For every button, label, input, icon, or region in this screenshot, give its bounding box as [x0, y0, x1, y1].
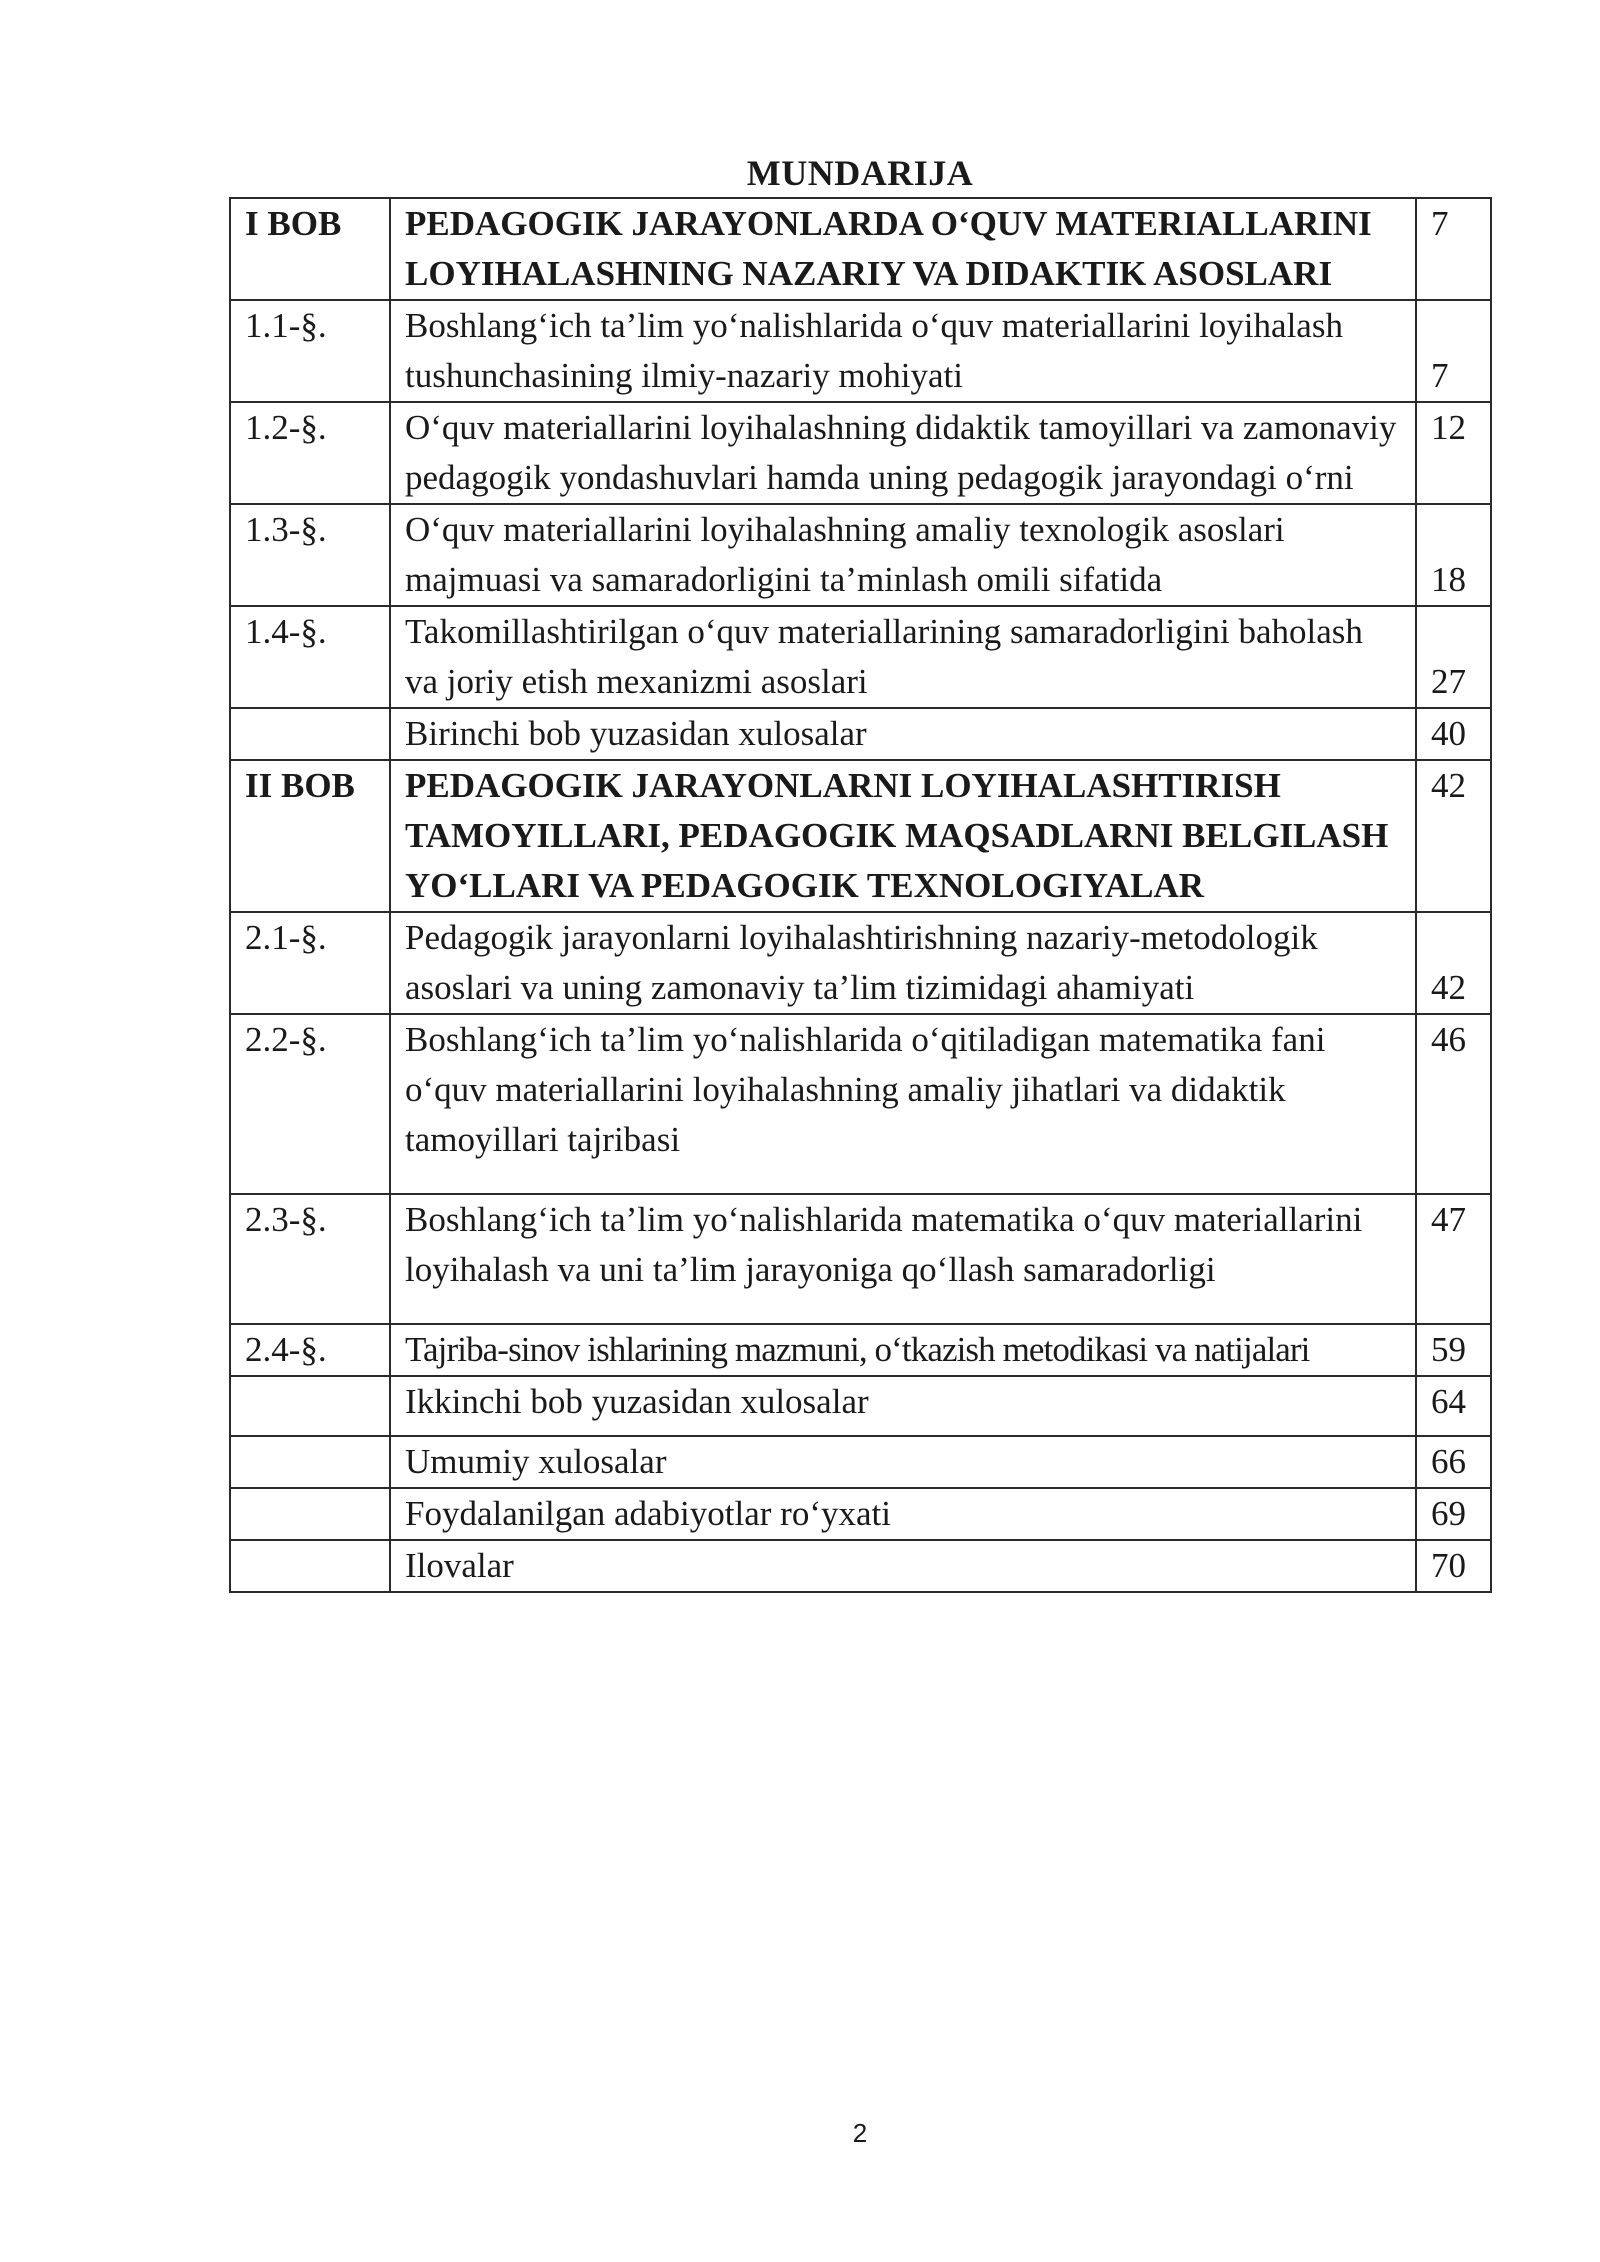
toc-number: 2.3-§. [230, 1194, 390, 1324]
toc-number: 2.2-§. [230, 1014, 390, 1194]
toc-row-section-2-3 [230, 1194, 1491, 1324]
toc-number [230, 1540, 390, 1592]
toc-title: O‘quv materiallarini loyihalashning amaliy texnologik asoslari majmuasi va samaradorligini ta’minlash omili sifatida [390, 504, 1416, 606]
toc-row-section-2-1 [230, 912, 1491, 1014]
toc-title: Takomillashtirilgan o‘quv materiallarining samaradorligini baholash va joriy etish mexanizmi asoslari [390, 606, 1416, 708]
toc-number: 2.1-§. [230, 912, 390, 1014]
toc-row-appendices [230, 1540, 1491, 1592]
toc-number [230, 1376, 390, 1436]
toc-page: 27 [1416, 606, 1491, 708]
toc-row-section-1-2 [230, 402, 1491, 504]
toc-row-general-conclusions [230, 1436, 1491, 1488]
toc-title: Boshlang‘ich ta’lim yo‘nalishlarida o‘quv materiallarini loyihalash tushunchasining ilmiy-nazariy mohiyati [390, 300, 1416, 402]
toc-page: 66 [1416, 1436, 1491, 1488]
toc-row-references [230, 1488, 1491, 1540]
toc-page: 7 [1416, 300, 1491, 402]
toc-title: Umumiy xulosalar [390, 1436, 1416, 1488]
toc-number: 2.4-§. [230, 1324, 390, 1376]
toc-row-section-1-4 [230, 606, 1491, 708]
toc-page: 47 [1416, 1194, 1491, 1324]
toc-title: Pedagogik jarayonlarni loyihalashtirishning nazariy-metodologik asoslari va uning zamonaviy ta’lim tizimidagi ahamiyati [390, 912, 1416, 1014]
page-number: 2 [852, 2118, 868, 2148]
toc-page: 42 [1416, 760, 1491, 912]
page-title: MUNDARIJA [746, 153, 974, 193]
row-spacer [405, 1295, 1401, 1323]
toc-title [390, 1194, 1416, 1324]
toc-page: 7 [1416, 198, 1491, 300]
toc-page: 12 [1416, 402, 1491, 504]
toc-page: 40 [1416, 708, 1491, 760]
toc-number: I BOB [230, 198, 390, 300]
toc-number: 1.2-§. [230, 402, 390, 504]
toc-page: 59 [1416, 1324, 1491, 1376]
toc-row-section-2-4 [230, 1324, 1491, 1376]
toc-number: II BOB [230, 760, 390, 912]
toc-title-text: Boshlang‘ich ta’lim yo‘nalishlarida matematika o‘quv materiallarini loyihalash va uni ta’lim jarayoniga qo‘llash samaradorligi [405, 1200, 1363, 1289]
toc-page: 70 [1416, 1540, 1491, 1592]
toc-number: 1.4-§. [230, 606, 390, 708]
toc-title: Ikkinchi bob yuzasidan xulosalar [390, 1376, 1416, 1436]
toc-row-section-1-3 [230, 504, 1491, 606]
toc-title: O‘quv materiallarini loyihalashning didaktik tamoyillari va zamonaviy pedagogik yondashuvlari hamda uning pedagogik jarayondagi o‘rni [390, 402, 1416, 504]
toc-title: Birinchi bob yuzasidan xulosalar [390, 708, 1416, 760]
toc-title: PEDAGOGIK JARAYONLARNI LOYIHALASHTIRISH TAMOYILLARI, PEDAGOGIK MAQSADLARNI BELGILASH YO‘LLARI VA PEDAGOGIK TEXNOLOGIYALAR [390, 760, 1416, 912]
toc-page: 18 [1416, 504, 1491, 606]
toc-page: 42 [1416, 912, 1491, 1014]
toc-row-section-2-2 [230, 1014, 1491, 1194]
toc-number: 1.1-§. [230, 300, 390, 402]
row-spacer [405, 1165, 1401, 1193]
toc-number [230, 708, 390, 760]
table-of-contents [229, 197, 1492, 1593]
toc-title [390, 1014, 1416, 1194]
toc-title: Ilovalar [390, 1540, 1416, 1592]
toc-title-text: Boshlang‘ich ta’lim yo‘nalishlarida o‘qitiladigan matematika fani o‘quv materiallarini loyihalashning amaliy jihatlari va didaktik tamoyillari tajribasi [405, 1020, 1326, 1159]
toc-row-chapter-1 [230, 198, 1491, 300]
toc-number: 1.3-§. [230, 504, 390, 606]
toc-row-chapter-2 [230, 760, 1491, 912]
toc-page: 69 [1416, 1488, 1491, 1540]
toc-row-section-1-1 [230, 300, 1491, 402]
toc-title: Foydalanilgan adabiyotlar ro‘yxati [390, 1488, 1416, 1540]
toc-title: Tajriba-sinov ishlarining mazmuni, o‘tkazish metodikasi va natijalari [390, 1324, 1416, 1376]
toc-row-conclusion-2 [230, 1376, 1491, 1436]
toc-number [230, 1488, 390, 1540]
toc-number [230, 1436, 390, 1488]
toc-title: PEDAGOGIK JARAYONLARDA O‘QUV MATERIALLARINI LOYIHALASHNING NAZARIY VA DIDAKTIK ASOSLARI [390, 198, 1416, 300]
toc-row-conclusion-1 [230, 708, 1491, 760]
toc-page: 46 [1416, 1014, 1491, 1194]
toc-page: 64 [1416, 1376, 1491, 1436]
